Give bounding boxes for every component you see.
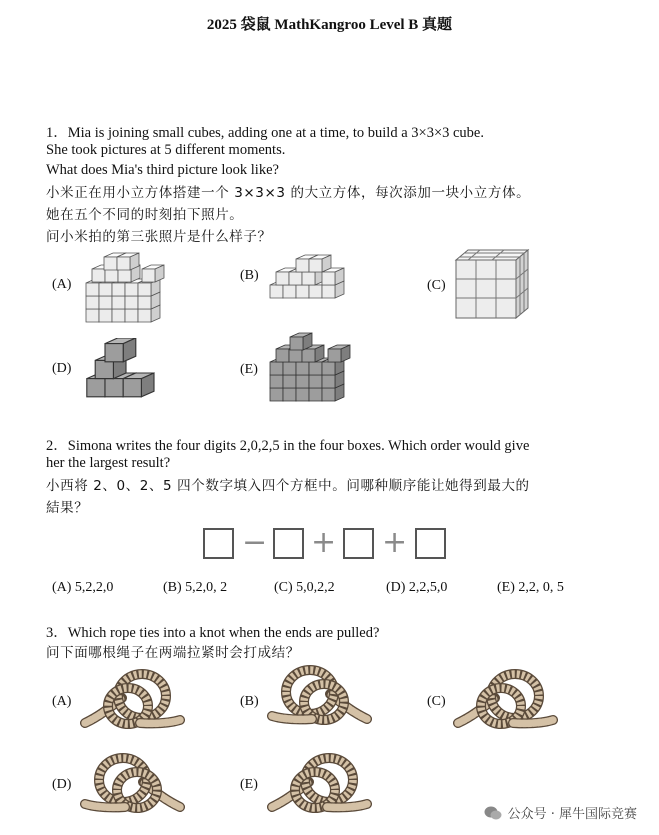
q1-option-e-label[interactable]: (E) [240,362,258,377]
page-title: 2025 袋鼠 MathKangroo Level B 真题 [206,17,453,33]
operator-minus: − [242,525,268,560]
q1-line-1: 1．Mia is joining small cubes, adding one at a time, to build a 3×3×3 cube. [46,125,484,141]
operator-plus-2: + [382,525,408,560]
q1-option-c-label[interactable]: (C) [427,278,446,293]
q1-option-b-label[interactable]: (B) [240,268,259,283]
q1-cn-line-3: 问小米拍的第三张照片是什么样子？ [46,229,272,245]
cube-figure-d [84,338,160,402]
q3-cn-line-1: 问下面哪根绳子在两端拉紧时会打成结？ [46,645,300,661]
digit-box-2[interactable] [273,528,304,559]
cube-figure-e [268,332,354,404]
q2-answer-e[interactable]: (E) 2,2, 0, 5 [497,580,564,595]
q1-option-a-label[interactable]: (A) [52,277,72,292]
q1-line-3: What does Mia's third picture look like? [46,162,279,178]
digit-box-1[interactable] [203,528,234,559]
watermark-text: 公众号 · 犀牛国际竞赛 [507,807,637,822]
q2-answer-b[interactable]: (B) 5,2,0, 2 [163,580,228,595]
rope-figure-d [80,752,185,817]
watermark [484,803,637,822]
rope-figure-a [80,668,185,733]
wechat-icon [484,805,502,821]
q2-line-1: 2．Simona writes the four digits 2,0,2,5 in the four boxes. Which order would give [46,438,530,454]
rope-figure-e [267,752,372,817]
cube-figure-a [84,251,166,323]
q1-cn-line-1: 小米正在用小立方体搭建一个 3×3×3 的大立方体，每次添加一块小立方体。 [46,185,531,201]
q3-option-c-label[interactable]: (C) [427,694,446,709]
operator-plus-1: + [311,525,337,560]
q3-line-1: 3．Which rope ties into a knot when the ends are pulled? [46,625,380,641]
q1-cn-line-2: 她在五个不同的时刻拍下照片。 [46,207,244,223]
q3-option-d-label[interactable]: (D) [52,777,72,792]
digit-box-3[interactable] [343,528,374,559]
q1-option-d-label[interactable]: (D) [52,361,72,376]
cube-figure-c [454,248,532,320]
q2-answer-d[interactable]: (D) 2,2,5,0 [386,580,448,595]
q3-option-a-label[interactable]: (A) [52,694,72,709]
rope-figure-b [267,664,372,729]
q2-cn-line-1: 小西将 2、0、2、5 四个数字填入四个方框中。问哪种顺序能让她得到最大的 [46,478,530,494]
q2-answer-a[interactable]: (A) 5,2,2,0 [52,580,114,595]
q1-line-2: She took pictures at 5 different moments. [46,142,286,158]
q2-cn-line-2: 結果？ [46,500,89,516]
q2-line-2: her the largest result? [46,455,171,471]
digit-box-4[interactable] [415,528,446,559]
rope-figure-c [453,668,558,733]
q3-option-e-label[interactable]: (E) [240,777,258,792]
q3-option-b-label[interactable]: (B) [240,694,259,709]
q2-answer-c[interactable]: (C) 5,0,2,2 [274,580,335,595]
cube-figure-b [266,251,350,301]
